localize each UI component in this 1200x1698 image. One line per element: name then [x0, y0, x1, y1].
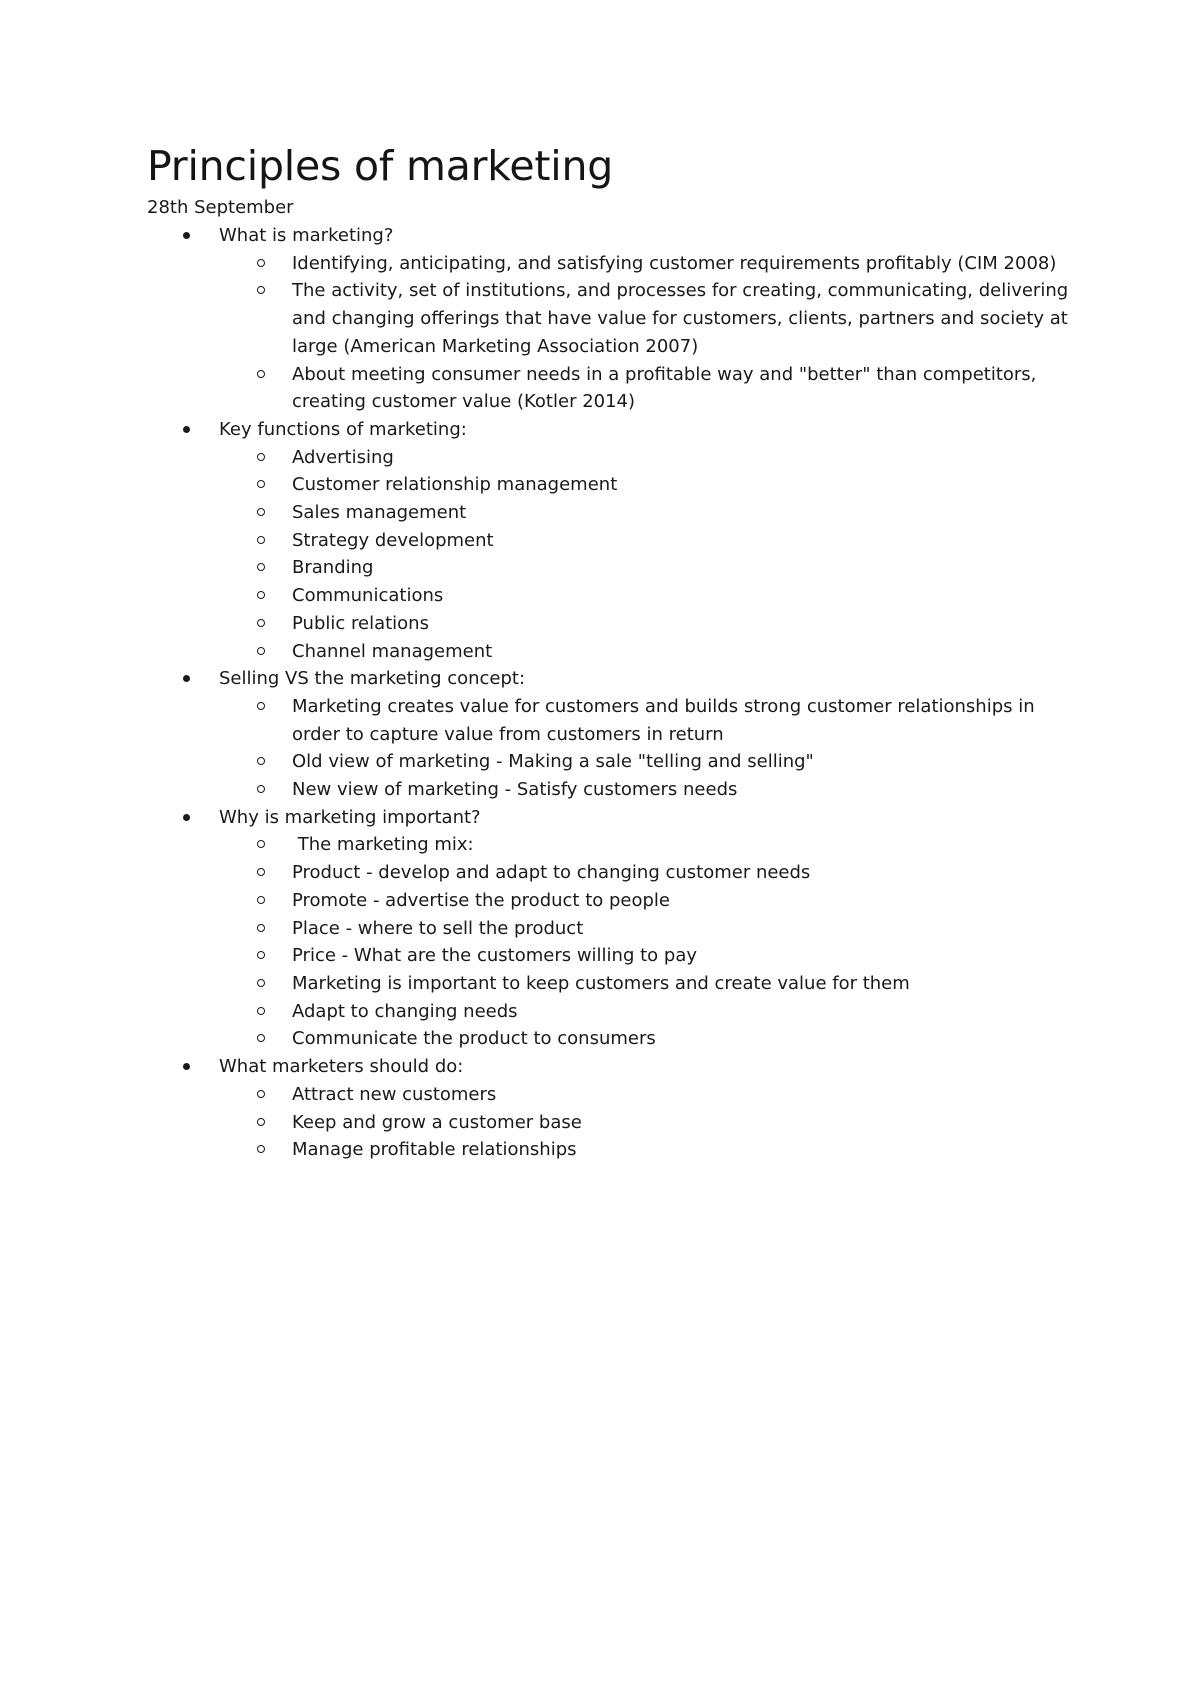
bullet-circle-icon — [257, 508, 265, 516]
list-item — [0, 610, 1072, 638]
bullet-circle-icon — [257, 453, 265, 461]
bullet-circle-icon — [257, 370, 265, 378]
bullet-circle-icon — [257, 840, 265, 848]
section-heading-text: Key functions of marketing: — [219, 418, 467, 440]
list-item — [0, 638, 1072, 666]
list-item — [0, 250, 1072, 278]
list-item — [0, 1025, 1072, 1053]
bullet-circle-icon — [257, 1118, 265, 1126]
list-item-text: Place - where to sell the product — [292, 917, 584, 939]
bullet-circle-icon — [257, 619, 265, 627]
list-item-text: Public relations — [292, 612, 429, 634]
document-title: Principles of marketing — [147, 142, 614, 190]
section-heading — [0, 1053, 1200, 1081]
section-heading — [0, 222, 1200, 250]
list-item — [0, 582, 1072, 610]
list-item — [0, 471, 1072, 499]
list-item — [0, 887, 1072, 915]
list-item — [0, 277, 1072, 360]
bullet-circle-icon — [257, 591, 265, 599]
list-item-text: Communications — [292, 585, 444, 607]
bullet-circle-icon — [257, 536, 265, 544]
list-item-text: Keep and grow a customer base — [292, 1111, 582, 1133]
bullet-circle-icon — [257, 1090, 265, 1098]
bullet-circle-icon — [257, 1145, 265, 1153]
list-item-text: Marketing creates value for customers and builds strong customer relationships in order to capture value from customers in return — [292, 695, 1035, 745]
bullet-circle-icon — [257, 868, 265, 876]
list-item-text: New view of marketing - Satisfy customers needs — [292, 779, 738, 801]
list-item-text: Communicate the product to consumers — [292, 1028, 656, 1050]
section-heading-text: What is marketing? — [219, 225, 394, 246]
list-item — [0, 1136, 1072, 1164]
list-item — [0, 859, 1072, 887]
list-item-text: Marketing is important to keep customers and create value for them — [292, 972, 910, 994]
list-item-text: Manage profitable relationships — [292, 1139, 577, 1161]
list-item — [0, 970, 1072, 998]
notes-outline — [0, 222, 1200, 1164]
section-heading — [0, 665, 1200, 693]
list-item-text: Promote - advertise the product to people — [292, 889, 671, 911]
list-item — [0, 693, 1072, 748]
list-item-text: Old view of marketing - Making a sale "telling and selling" — [292, 751, 814, 773]
list-item-text: Price - What are the customers willing to pay — [292, 945, 697, 967]
section-heading-text: Selling VS the marketing concept: — [219, 668, 526, 690]
list-item-text: Product - develop and adapt to changing customer needs — [292, 862, 811, 884]
section-heading-text: What marketers should do: — [219, 1056, 464, 1078]
bullet-dot-icon — [183, 675, 190, 682]
bullet-circle-icon — [257, 1007, 265, 1015]
list-item-text: About meeting consumer needs in a profitable way and "better" than competitors, creating customer value (Kotler 2014) — [292, 363, 1037, 413]
list-item — [0, 942, 1072, 970]
list-item — [0, 776, 1072, 804]
list-item — [0, 499, 1072, 527]
document-date: 28th September — [147, 197, 294, 218]
list-item — [0, 998, 1072, 1026]
list-item-text: Customer relationship management — [292, 474, 618, 496]
section-heading — [0, 416, 1200, 444]
list-item-text: Strategy development — [292, 529, 494, 551]
list-item — [0, 554, 1072, 582]
list-item-text: Identifying, anticipating, and satisfying customer requirements profitably (CIM 2008) — [292, 252, 1057, 274]
list-item — [0, 444, 1072, 472]
list-item — [0, 527, 1072, 555]
list-item — [0, 915, 1072, 943]
list-item — [0, 1081, 1072, 1109]
bullet-circle-icon — [257, 286, 265, 294]
section-heading — [0, 804, 1200, 832]
bullet-circle-icon — [257, 563, 265, 571]
list-item-text: The activity, set of institutions, and processes for creating, communicating, delivering and changing offerings that have value for customers, clients, partners and society at large (American Marketing Association 2007) — [292, 280, 1069, 357]
bullet-circle-icon — [257, 896, 265, 904]
bullet-dot-icon — [183, 814, 190, 821]
bullet-circle-icon — [257, 979, 265, 987]
list-item-text: Attract new customers — [292, 1083, 497, 1105]
bullet-dot-icon — [183, 232, 190, 239]
list-item-text: Advertising — [292, 446, 394, 468]
bullet-dot-icon — [183, 426, 190, 433]
list-item-text: The marketing mix: — [292, 834, 474, 856]
bullet-circle-icon — [257, 480, 265, 488]
list-item — [0, 361, 1072, 416]
section-heading-text: Why is marketing important? — [219, 806, 481, 828]
bullet-dot-icon — [183, 1063, 190, 1070]
list-item — [0, 748, 1072, 776]
bullet-circle-icon — [257, 1034, 265, 1042]
list-item-text: Adapt to changing needs — [292, 1000, 518, 1022]
bullet-circle-icon — [257, 924, 265, 932]
list-item — [0, 831, 1072, 859]
list-item-text: Sales management — [292, 502, 467, 524]
bullet-circle-icon — [257, 951, 265, 959]
bullet-circle-icon — [257, 259, 265, 267]
bullet-circle-icon — [257, 647, 265, 655]
list-item-text: Channel management — [292, 640, 493, 662]
list-item-text: Branding — [292, 557, 374, 579]
bullet-circle-icon — [257, 785, 265, 793]
bullet-circle-icon — [257, 757, 265, 765]
list-item — [0, 1109, 1072, 1137]
bullet-circle-icon — [257, 702, 265, 710]
